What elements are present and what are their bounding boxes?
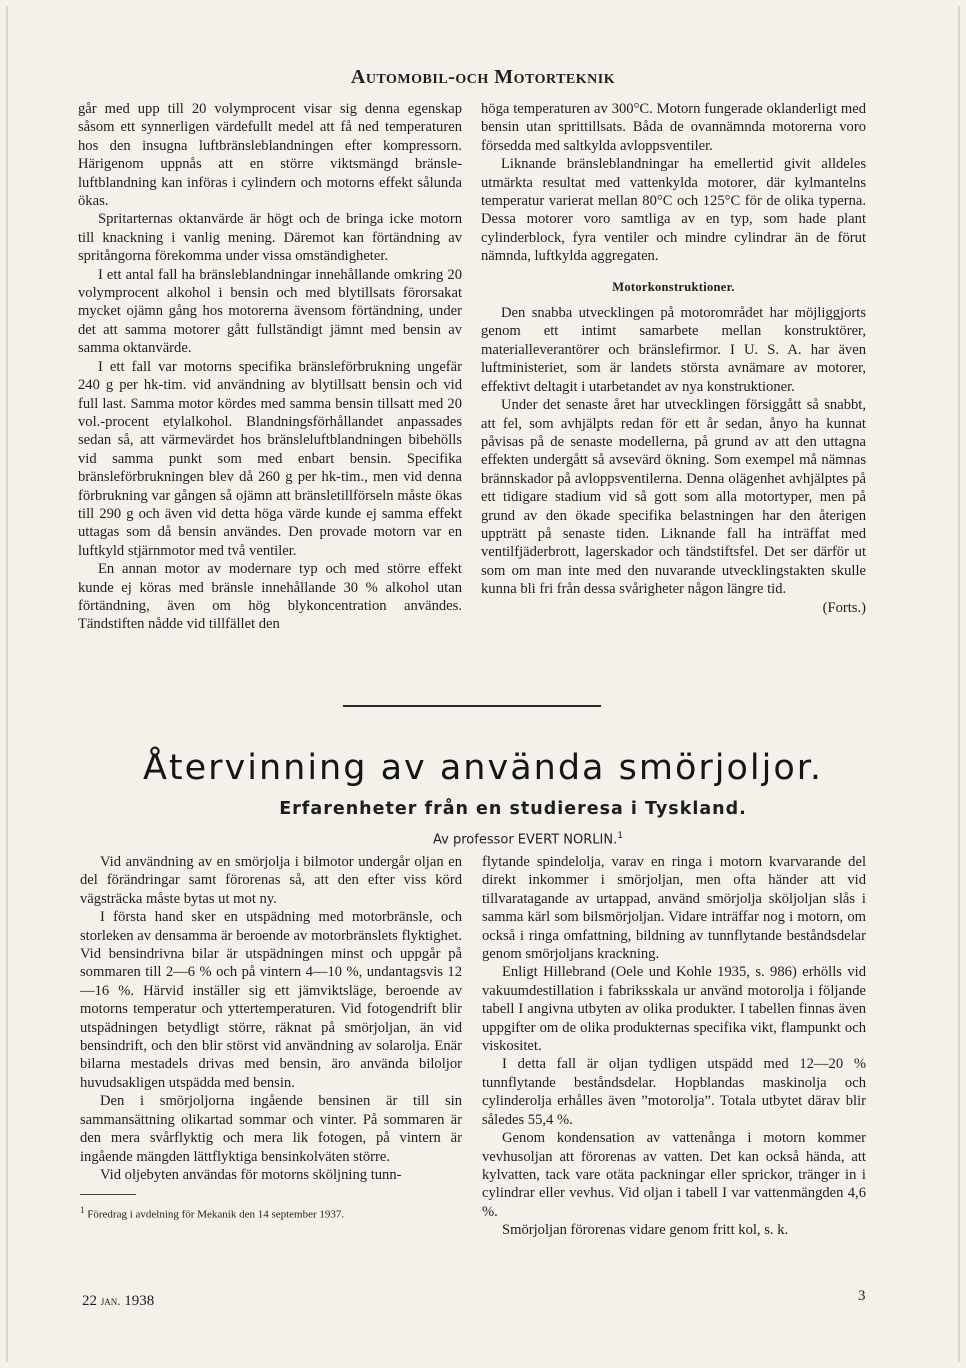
article-title: Återvinning av använda smörjoljor. [142,748,824,788]
article-subtitle: Erfarenheter från en studieresa i Tyskland. [279,799,747,819]
issue-day: 22 [82,1293,97,1309]
paragraph-text: Under det senaste året har utvecklingen försiggått så snabbt, att fel, som avhjälpts redan för ett år sedan, ånyo ha kunnat påvisas på de senaste modellerna, på grund av att den uttagna effekten undergått så avsevärd ökning. Som exempel må nämnas brännskador på avloppsventilerna. Denna olägenhet avhjälptes på ett tidigare stadium vid så gott som alla motortyper, men på grund av den ökade specifika belastningen har den återigen uppträtt på senaste tiden. Liknande fall ha inträffat med ventilfjäderbrott, lagerskador och tändstiftsfel. Det ser därför ut som om man inte med den nuvarande utvecklingstakten skulle kunna bli fri från dessa svårigheter någon längre tid. [481,397,866,598]
paragraph: En annan motor av modernare typ och med större effekt kunde ej köras med bränsle innehållande 30 % alkohol utan förtändning, även om hög blykoncentration användes. Tändstiften nådde vid tillfället den [78,561,462,633]
paragraph: flytande spindelolja, varav en ringa i motorn kvarvarande del direkt inkommer i smörjoljan, men ofta händer att vid tillvaratagande av urtappad, använd smörjolja sköljoljan slås i samma kärl som bilsmörjoljan. Vidare inträffar nog i motorn, om också i ringa omfattning, bildning av tunnflytande beståndsdelar genom smörjoljans krackning. [482,854,866,963]
top-left-column [78,100,462,634]
paragraph: Smörjoljan förorenas vidare genom fritt kol, s. k. [502,1222,789,1239]
paragraph: Liknande bränsleblandningar ha emellertid givit alldeles utmärkta resultat med vattenkylda motorer, där kylmantelns temperatur varierat mellan 80°C och 125°C för de olika typerna. Dessa motorer voro samtliga av en typ, som hade plant cylinderblock, fyra ventiler och mindre cylindrar än de förut nämnda, luftkylda aggregaten. [481,156,866,265]
paragraph: Genom kondensation av vattenånga i motorn kommer vevhusoljan att förorenas av vatten. Det kan också hända, att kylvatten, tack vare otäta packningar eller sprickor, tränger in i cylindrar eller vevhus. Vid oljan i tabell I var vattenmängden 4,6 %. [482,1130,866,1220]
paragraph: höga temperaturen av 300°C. Motorn fungerade oklanderligt med bensin utan sprittillsats. Båda de ovannämnda motorerna voro försedda med saltkylda avloppsventiler. [481,101,866,154]
footnote-divider [80,1194,136,1195]
top-right-column [481,100,866,617]
continued-note: (Forts.) [822,599,866,616]
footnote-text: Föredrag i avdelning för Mekanik den 14 september 1937. [87,1208,345,1221]
section-heading: Motorkonstruktioner. [612,279,735,294]
paragraph: I ett fall var motorns specifika bränsleförbrukning ungefär 240 g per hk-tim. vid användning av blytillsatt bensin och vid full last. Samma motor kördes med samma bensin tillsatt med 20 vol.-procent etylalkohol. Blandningsförhållandet anpassades sedan så, att värmevärdet hos bränsleluftblandningen bibehölls vid samma punkt som med enbart bensin. Specifika bränsleförbrukningen blev då 260 g per hk-tim., men vid denna förbrukning var gången så ojämn att bränsletillförseln måste ökas till 290 g och även vid detta höga värde kunde ej samma effekt uttagas som då bensin användes. Den provade motorn var en luftkyld stjärnmotor med två ventiler. [78,358,462,559]
issue-date [82,1293,154,1310]
paragraph: I detta fall är oljan tydligen utspädd med 12—20 % tunnflytande beståndsdelar. Hopblandas maskinolja och cylinderolja erhålles även ”motorolja”. Totala utbytet därav blir således 55,4 %. [482,1056,866,1128]
paragraph: Vid användning av en smörjolja i bilmotor undergår oljan en del förändringar samt förorenas så, att den efter viss körd vägsträcka måste bytas ut mot ny. [80,854,462,907]
byline-text: Av professor EVERT NORLIN. [433,832,618,848]
paragraph: Den i smörjoljorna ingående bensinen är till sin sammansättning olikartad sommar och vinter. På sommaren är den mera svårflyktig och mera lik fotogen, på vintern är ingående mängden lättflyktiga bensinkolväten större. [80,1093,462,1165]
paragraph [481,396,866,617]
bottom-right-column [482,853,866,1240]
paragraph: Den snabba utvecklingen på motorområdet har möjliggjorts genom ett intimt samarbete mellan konstruktörer, materialleverantörer och bränslefirmor. I U. S. A. har även luftministeriet, som är landets största avnämare av motorer, effektivt deltagit i utarbetandet av nya konstruktioner. [481,305,866,395]
section-divider [343,705,601,707]
footnote [80,1203,462,1222]
running-header: Automobil-och Motorteknik [350,66,616,88]
paragraph: I första hand sker en utspädning med motorbränsle, och storleken av densamma är beroende av motorbränslets flyktighet. Vid bensindrivna bilar är utspädningen minst och uppgår på sommaren till 2—6 % och på vintern 4—10 %, undantagsvis 12—16 %. Härvid inställer sig ett jämviktsläge, beroende av motorns temperatur och yttertemperaturen. Vid fotogendrift blir utspädningen betydligt större, räknat på smörjoljan, än vid bensindrift, och den blir störst vid användning av solarolja. Enär bilarna mestadels drivas med bensin, äro använda biloljor huvudsakligen utspädda med bensin. [80,909,462,1091]
footnote-number: 1 [80,1205,85,1216]
article-byline [0,831,966,847]
paragraph: går med upp till 20 volymprocent visar sig denna egenskap såsom ett synnerligen värdefullt medel att få ned temperaturen hos den insugna luftbränsleblandningen efter kompressorn. Härigenom uppnås att en större viktsmängd bränsle-luftblandning kan införas i cylindern och motorns effekt sålunda ökas. [78,101,462,210]
paragraph: Enligt Hillebrand (Oele und Kohle 1935, s. 986) erhölls vid vakuumdestillation i fabriksskala ur använd motorolja i följande tabell I angivna utbyten av olika produkter. I tabellen finnas även uppgifter om de olika produkternas specifika vikt, flampunkt och viskositet. [482,964,866,1055]
bottom-left-column [80,853,462,1222]
paragraph: I ett antal fall ha bränsleblandningar innehållande omkring 20 volymprocent alkohol i bensin och med blytillsats förorsakat mycket ojämn gång hos motorerna ävensom förtändning, under det att samma motorer gått fullständigt jämnt med bensin av samma oktanvärde. [78,266,462,357]
issue-month: jan. [100,1293,121,1308]
paragraph: Spritarternas oktanvärde är högt och de bringa icke motorn till knackning i vanlig mening. Däremot kan förtändning av spritångorna förekomma under vissa omständigheter. [78,211,462,265]
issue-year: 1938 [124,1293,155,1309]
paragraph: Vid oljebyten användas för motorns sköljning tunn- [100,1166,402,1183]
footnote-marker: 1 [617,831,623,841]
page-number: 3 [858,1288,866,1304]
